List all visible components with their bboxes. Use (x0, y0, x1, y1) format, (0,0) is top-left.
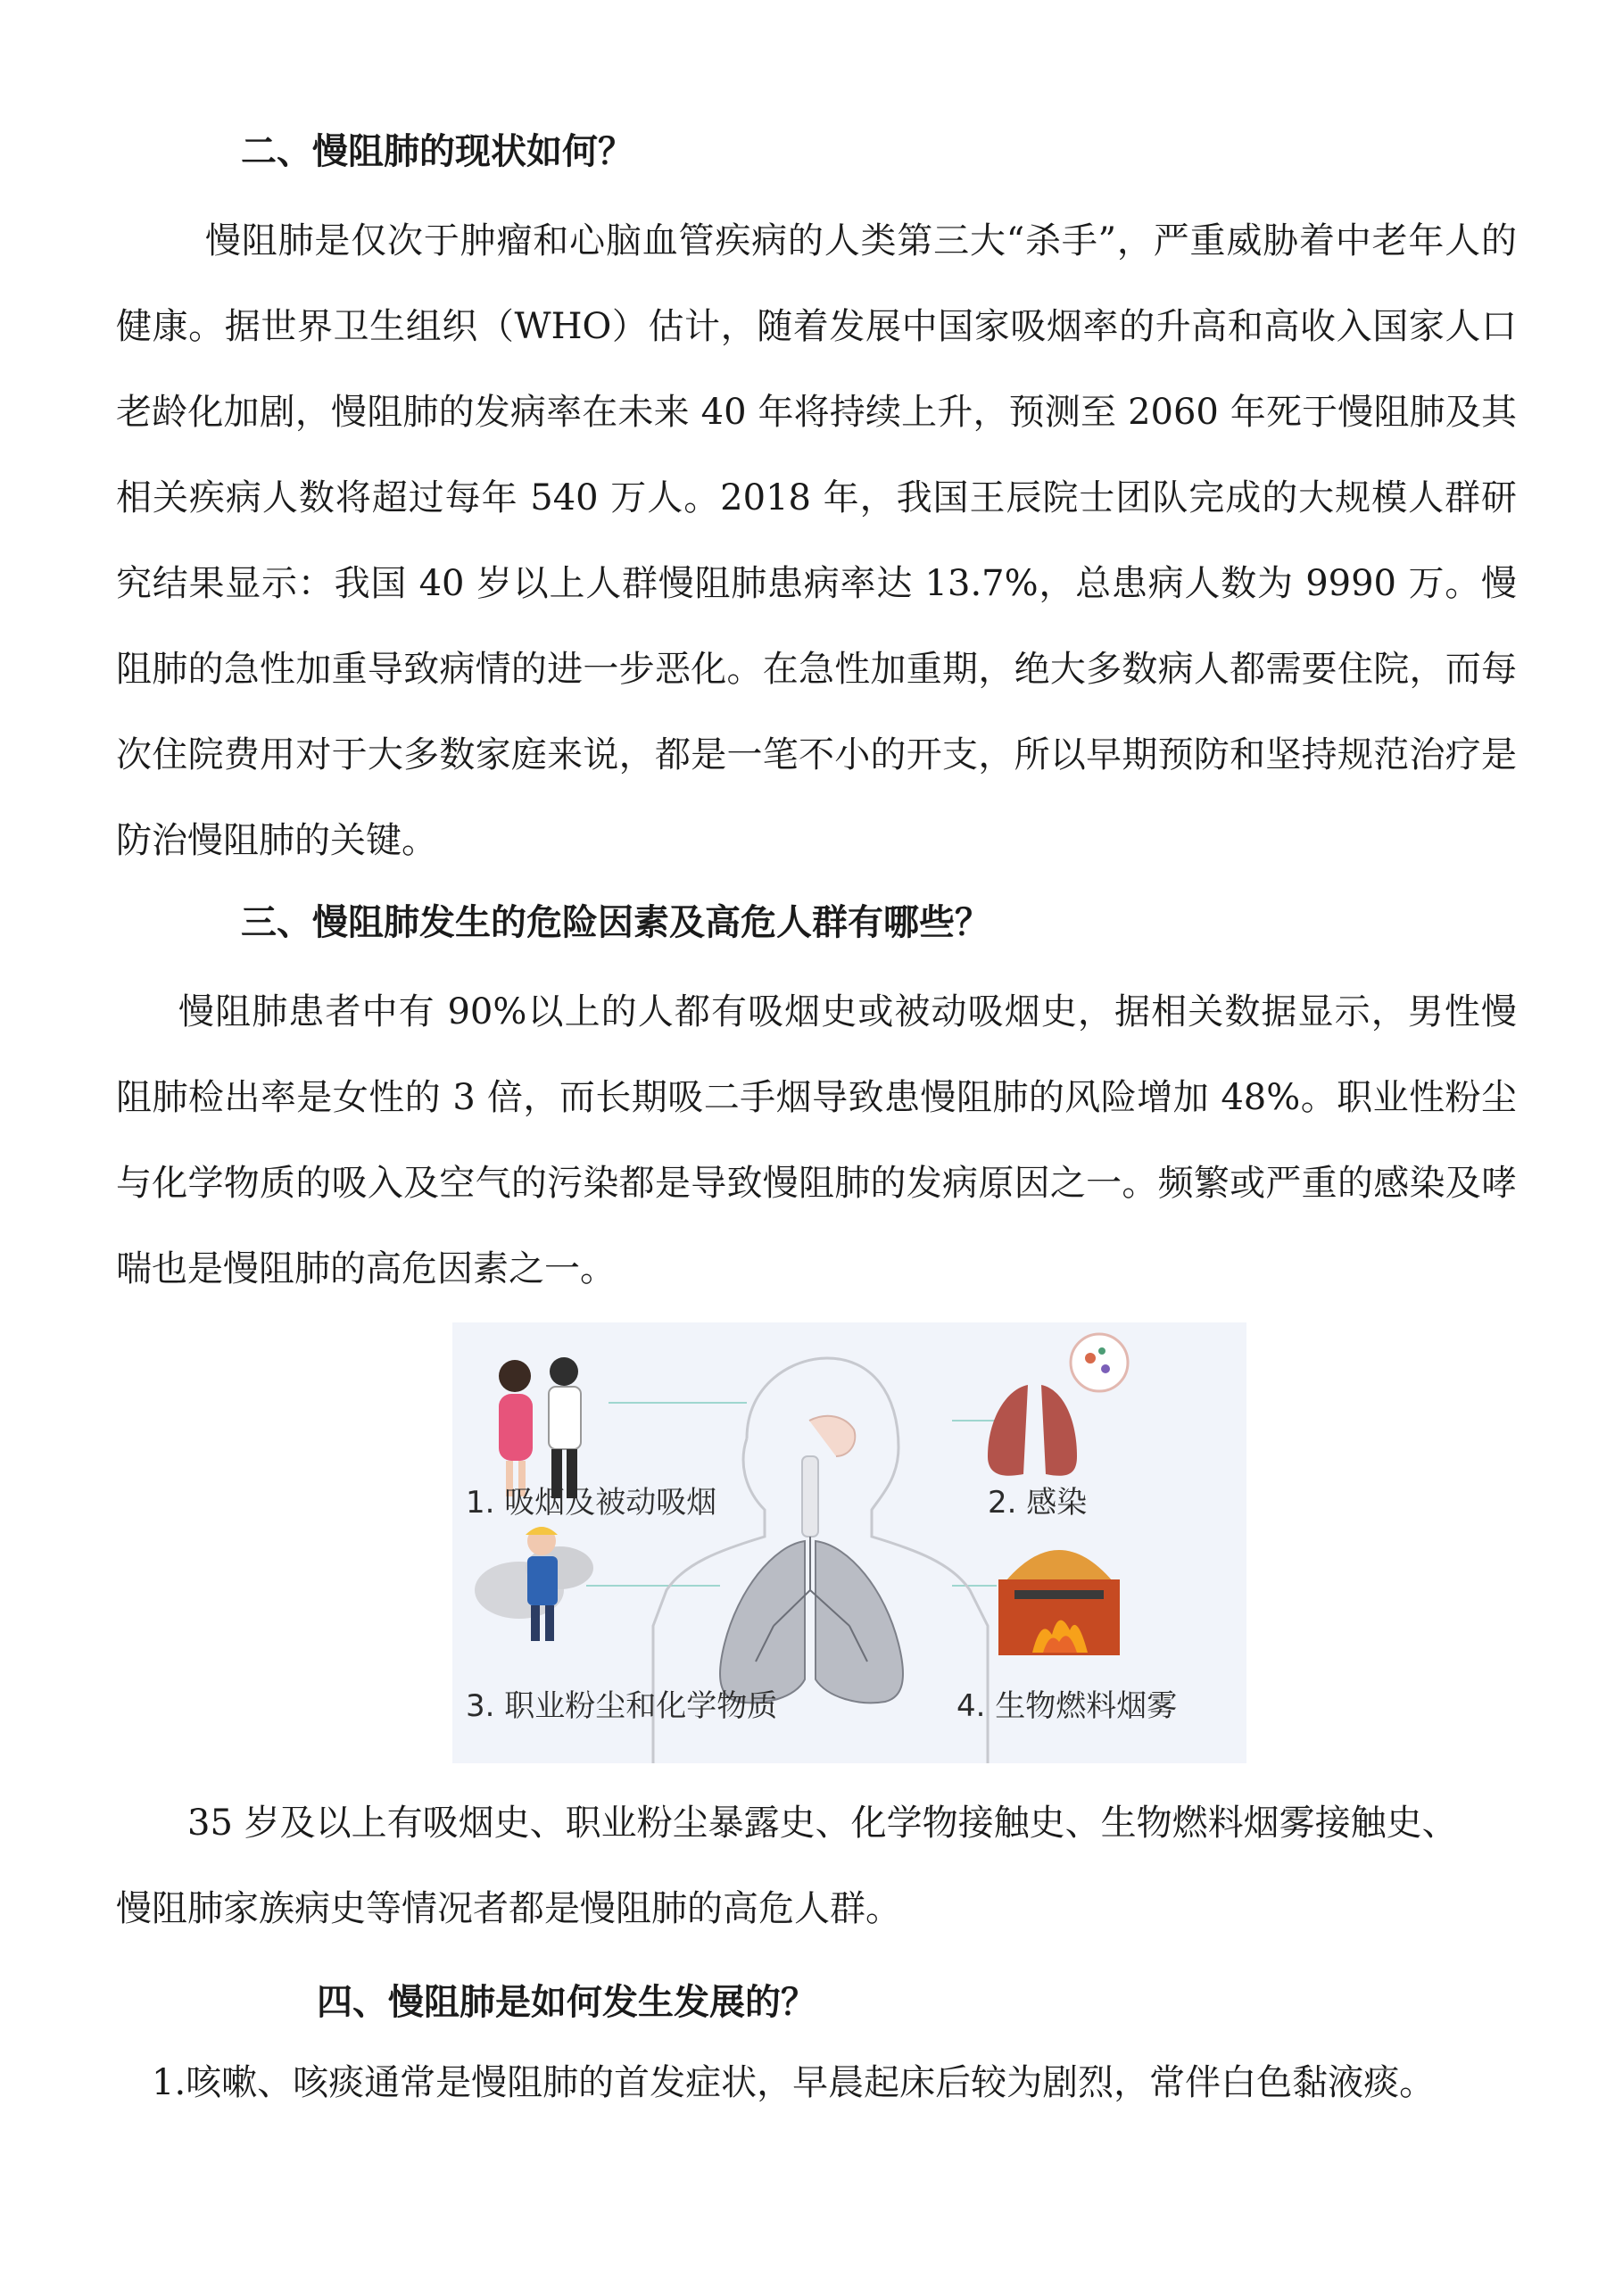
trachea (802, 1456, 818, 1537)
nasal-cavity (809, 1416, 855, 1456)
infected-lungs-icon (988, 1334, 1128, 1476)
risk-factors-illustration (452, 1322, 1246, 1763)
figure-label-2: 2. 感染 (988, 1485, 1088, 1521)
section-2-heading: 二、慢阻肺的现状如何？ (241, 131, 633, 172)
lungs-icon (720, 1541, 903, 1703)
worker-dust-icon (475, 1527, 593, 1641)
figure-label-4: 4. 生物燃料烟雾 (956, 1688, 1178, 1724)
section-2-paragraph: 慢阻肺是仅次于肿瘤和心脑血管疾病的人类第三大“杀手”，严重威胁着中老年人的健康。据世界卫生组织（WHO）估计，随着发展中国家吸烟率的升高和高收入国家人口老龄化加剧，慢阻肺的发病率在未来 40 年将持续上升，预测至 2060 年死于慢阻肺及其相关疾病人数将超过每年 540 万人。2018 年，我国王辰院士团队完成的大规模人群研究结果显示：我国 40 岁以上人群慢阻肺患病率达 13.7%，总患病人数为 9990 万。慢阻肺的急性加重导致病情的进一步恶化。在急性加重期，绝大多数病人都需要住院，而每次住院费用对于大多数家庭来说，都是一笔不小的开支，所以早期预防和坚持规范治疗是防治慢阻肺的关键。 (116, 220, 1517, 861)
figure-label-3: 3. 职业粉尘和化学物质 (466, 1688, 778, 1724)
section-3-heading: 三、慢阻肺发生的危险因素及高危人群有哪些？ (241, 902, 990, 943)
couple-icon (499, 1357, 581, 1498)
stove-fire-icon (998, 1550, 1120, 1655)
symptom-item-1: 1.咳嗽、咳痰通常是慢阻肺的首发症状，早晨起床后较为剧烈，常伴白色黏液痰。 (152, 2062, 1436, 2103)
high-risk-line-2: 慢阻肺家族病史等情况者都是慢阻肺的高危人群。 (116, 1888, 901, 1929)
section-4-heading: 四、慢阻肺是如何发生发展的？ (317, 1982, 816, 2023)
section-3-paragraph: 慢阻肺患者中有 90%以上的人都有吸烟史或被动吸烟史，据相关数据显示，男性慢阻肺检出率是女性的 3 倍，而长期吸二手烟导致患慢阻肺的风险增加 48%。职业性粉尘与化学物质的吸入及空气的污染都是导致慢阻肺的发病原因之一。频繁或严重的感染及哮喘也是慢阻肺的高危因素之一。 (116, 991, 1517, 1289)
figure-label-1: 1. 吸烟及被动吸烟 (466, 1485, 717, 1521)
high-risk-line-1: 35 岁及以上有吸烟史、职业粉尘暴露史、化学物接触史、生物燃料烟雾接触史、 (187, 1803, 1458, 1844)
